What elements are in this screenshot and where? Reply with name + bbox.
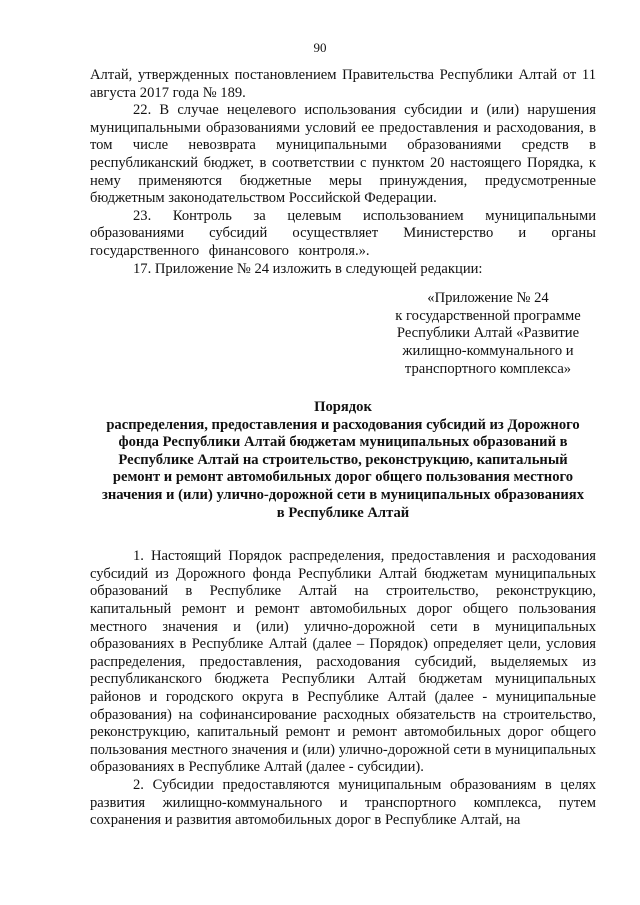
document-title xyxy=(90,399,596,522)
document-body xyxy=(90,67,596,830)
item-23-paragraph: 23. Контроль за целевым использованием муниципальными образованиями субсидий осуществляет Министерство и органы государственного финансового контроля.». xyxy=(90,207,596,259)
title-line: распределения, предоставления и расходования субсидий из Дорожного xyxy=(106,416,580,433)
title-line: ремонт и ремонт автомобильных дорог общего пользования местного xyxy=(112,469,574,486)
appendix-line: «Приложение № 24 xyxy=(427,290,549,307)
title-line: Республике Алтай на строительство, реконструкцию, капитальный xyxy=(118,451,568,468)
continuation-paragraph: Алтай, утвержденных постановлением Правительства Республики Алтай от 11 августа 2017 года № 189. xyxy=(90,67,596,101)
page-number: 90 xyxy=(313,40,327,55)
title-line: фонда Республики Алтай бюджетам муниципальных образований в xyxy=(118,434,568,451)
section-2-paragraph: 2. Субсидии предоставляются муниципальным образованиям в целях развития жилищно-коммунального и транспортного комплекса, путем сохранения и развития автомобильных дорог в Республике Алтай, на xyxy=(90,776,596,829)
item-22-paragraph: 22. В случае нецелевого использования субсидии и (или) нарушения муниципальными образованиями условий ее предоставления и расходования, в том числе невозврата муниципальными образованиями средств в республиканский бюджет, в соответствии с пунктом 20 настоящего Порядка, к нему применяются бюджетные меры принуждения, предусмотренные бюджетным законодательством Российской Федерации. xyxy=(90,102,596,207)
title-line: в Республике Алтай xyxy=(276,504,410,521)
appendix-heading xyxy=(380,290,596,378)
appendix-line: к государственной программе xyxy=(395,307,581,324)
item-17-paragraph: 17. Приложение № 24 изложить в следующей редакции: xyxy=(133,260,483,277)
appendix-line: транспортного комплекса» xyxy=(404,360,572,377)
section-1-paragraph: 1. Настоящий Порядок распределения, предоставления и расходования субсидий из Дорожного фонда Республики Алтай бюджетам муниципальных образований в Республике Алтай на строительство, реконструкцию, капитальный ремонт и ремонт автомобильных дорог общего пользования местного значения и (или) улично-дорожной сети в муниципальных образованиях в Республике Алтай (далее – Порядок) определяет цели, условия распределения, предоставления, расходования субсидий, выделяемых из республиканского бюджета Республики Алтай бюджетам муниципальных районов и городского округа в Республике Алтай (далее - муниципальные образования) на софинансирование расходных обязательств на строительство, реконструкцию, капитальный ремонт и ремонт автомобильных дорог общего пользования местного значения и (или) улично-дорожной сети в муниципальных образованиях в Республике Алтай (далее - субсидии). xyxy=(90,548,596,776)
title-line: значения и (или) улично-дорожной сети в муниципальных образованиях xyxy=(101,487,585,504)
appendix-line: Республики Алтай «Развитие xyxy=(396,325,580,342)
appendix-line: жилищно-коммунального и xyxy=(402,342,574,359)
title-line: Порядок xyxy=(314,399,372,416)
